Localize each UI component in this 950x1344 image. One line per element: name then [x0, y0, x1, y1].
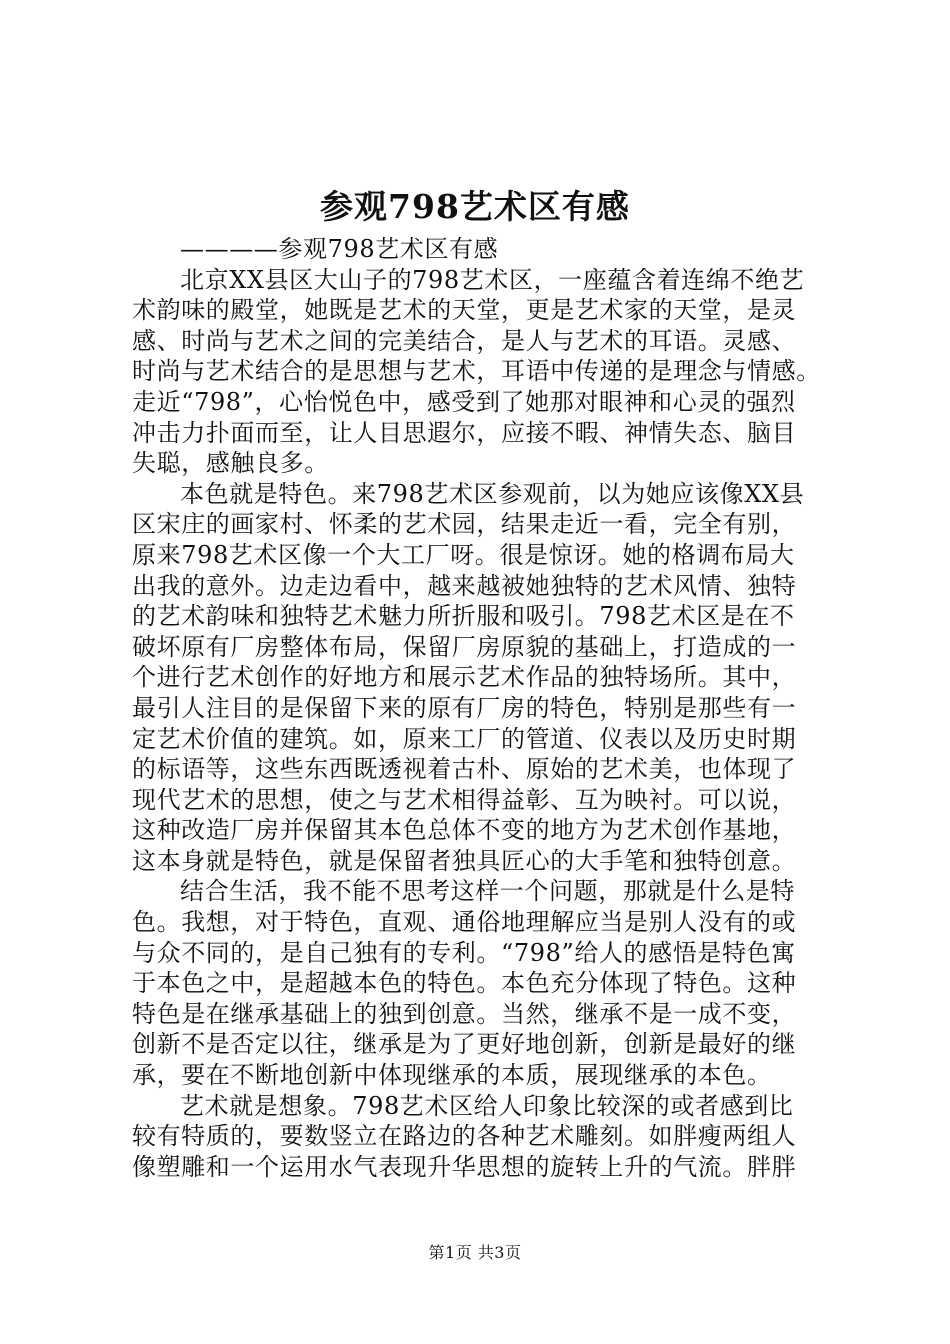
text-line: 承，要在不断地创新中体现继承的本质，展现继承的本色。 — [132, 1061, 772, 1090]
text-line: 于本色之中，是超越本色的特色。本色充分体现了特色。这种 — [132, 969, 797, 998]
text-line: 现代艺术的思想，使之与艺术相得益彰、互为映衬。可以说， — [132, 785, 797, 814]
text-line: 最引人注目的是保留下来的原有厂房的特色，特别是那些有一 — [132, 693, 797, 722]
paragraph-2 — [132, 479, 832, 877]
paragraph-3 — [132, 876, 832, 1090]
text-line: 原来798艺术区像一个大工厂呀。很是惊讶。她的格调布局大 — [132, 540, 795, 569]
text-line: 与众不同的，是自己独有的专利。“798”给人的感悟是特色寓 — [132, 938, 796, 967]
text-line: 时尚与艺术结合的是思想与艺术，耳语中传递的是理念与情感。 — [132, 357, 821, 386]
text-line: 北京XX县区大山子的798艺术区，一座蕴含着连绵不绝艺 — [180, 265, 805, 294]
text-line: 感、时尚与艺术之间的完美结合，是人与艺术的耳语。灵感、 — [132, 326, 797, 355]
text-line: 的艺术韵味和独特艺术魅力所折服和吸引。798艺术区是在不 — [132, 602, 795, 631]
text-line: 像塑雕和一个运用水气表现升华思想的旋转上升的气流。胖胖 — [132, 1152, 797, 1181]
text-line: 区宋庄的画家村、怀柔的艺术园，结果走近一看，完全有别， — [132, 510, 797, 539]
text-line: 破坏原有厂房整体布局，保留厂房原貌的基础上，打造成的一 — [132, 632, 797, 661]
text-line: 冲击力扑面而至，让人目思遐尔，应接不暇、神情失态、脑目 — [132, 418, 797, 447]
text-line: 定艺术价值的建筑。如，原来工厂的管道、仪表以及历史时期 — [132, 724, 797, 753]
text-line: 色。我想，对于特色，直观、通俗地理解应当是别人没有的或 — [132, 908, 797, 937]
text-line: 特色是在继承基础上的独到创意。当然，继承不是一成不变， — [132, 999, 797, 1028]
document-title: 参观798艺术区有感 — [320, 187, 630, 226]
document-subtitle: ————参观798艺术区有感 — [180, 235, 499, 263]
text-line: 这本身就是特色，就是保留者独具匠心的大手笔和独特创意。 — [132, 846, 797, 875]
text-line: 出我的意外。边走边看中，越来越被她独特的艺术风情、独特 — [132, 571, 797, 600]
paragraph-1 — [132, 265, 832, 479]
text-line: 失聪，感触良多。 — [132, 449, 329, 478]
text-line: 艺术就是想象。798艺术区给人印象比较深的或者感到比 — [180, 1091, 794, 1120]
text-line: 这种改造厂房并保留其本色总体不变的地方为艺术创作基地， — [132, 816, 797, 845]
text-line: 结合生活，我不能不思考这样一个问题，那就是什么是特 — [180, 877, 795, 906]
text-line: 较有特质的，要数竖立在路边的各种艺术雕刻。如胖瘦两组人 — [132, 1122, 797, 1151]
text-line: 术韵味的殿堂，她既是艺术的天堂，更是艺术家的天堂，是灵 — [132, 296, 797, 325]
document-body — [132, 234, 832, 1182]
page-number-footer: 第1页 共3页 — [428, 1243, 522, 1262]
text-line: 走近“798”，心怡悦色中，感受到了她那对眼神和心灵的强烈 — [132, 387, 796, 416]
text-line: 个进行艺术创作的好地方和展示艺术作品的独特场所。其中， — [132, 663, 797, 692]
text-line: 本色就是特色。来798艺术区参观前，以为她应该像XX县 — [180, 479, 805, 508]
text-line: 的标语等，这些东西既透视着古朴、原始的艺术美，也体现了 — [132, 755, 797, 784]
text-line: 创新不是否定以往，继承是为了更好地创新，创新是最好的继 — [132, 1030, 797, 1059]
paragraph-4 — [132, 1091, 832, 1183]
